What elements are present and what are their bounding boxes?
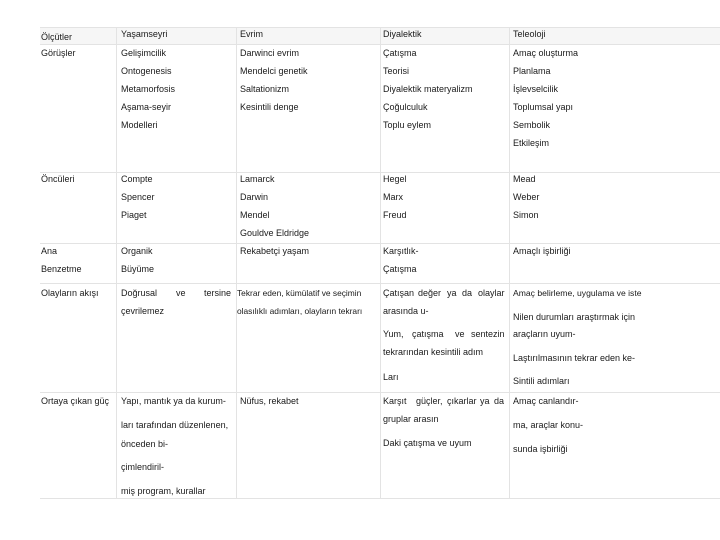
column-divider (116, 27, 117, 498)
row-label-emerging-force: Ortaya çıkan güç (41, 396, 110, 406)
cell-text: Sintili adımları (513, 376, 570, 386)
cell-text: Tekrar eden, kümülatif ve seçimin (237, 288, 362, 298)
row-label-metaphor-line2: Benzetme (41, 264, 82, 274)
cell-text: çevrilemez (121, 306, 165, 316)
cell-text: Darwinci evrim (240, 48, 300, 58)
cell-text: Spencer (121, 192, 155, 202)
cell-text: Kesintili denge (240, 102, 299, 112)
cell-word: Doğrusal (121, 288, 158, 298)
cell-word: ya (480, 396, 490, 406)
cell-text: Rekabetçi yaşam (240, 246, 310, 256)
cell-text: Ları (383, 372, 399, 382)
cell-text: ma, araçlar konu- (513, 420, 584, 430)
cell-text: Nüfus, rekabet (240, 396, 299, 406)
cell-word: çatışma (412, 329, 444, 339)
cell-text: Toplu eylem (383, 120, 432, 130)
header-cell-criteria: Ölçütler (41, 32, 73, 42)
cell-text: Teorisi (383, 66, 410, 76)
cell-text: Metamorfosis (121, 84, 176, 94)
cell-text: tekrarından kesintili adım (383, 347, 484, 357)
cell-text: gruplar arasın (383, 414, 439, 424)
cell-word: da (462, 288, 473, 298)
cell-word: da (494, 396, 505, 406)
cell-text: Freud (383, 210, 407, 220)
cell-text: Yapı, mantık ya da kurum- (121, 396, 226, 406)
cell-text: Amaçlı işbirliği (513, 246, 571, 256)
cell-text: Karşıtlık- (383, 246, 419, 256)
cell-text: Büyüme (121, 264, 155, 274)
cell-word: tersine (204, 288, 232, 298)
cell-word: ve (455, 329, 465, 339)
cell-text: Daki çatışma ve uyum (383, 438, 472, 448)
column-divider (509, 27, 510, 498)
cell-text: Nilen durumları araştırmak için (513, 312, 636, 322)
row-label-flow: Olayların akışı (41, 288, 99, 298)
cell-text: Darwin (240, 192, 269, 202)
cell-word: ya (447, 288, 457, 298)
cell-text: Saltationizm (240, 84, 290, 94)
row-label-metaphor-line1: Ana (41, 246, 58, 256)
cell-text: olasılıklı adımları, olayların tekrarı (237, 306, 363, 316)
cell-text: Mendelci genetik (240, 66, 308, 76)
row-label-pioneers: Öncüleri (41, 174, 75, 184)
cell-text: Diyalektik materyalizm (383, 84, 473, 94)
cell-text: Planlama (513, 66, 551, 76)
cell-text: Hegel (383, 174, 407, 184)
cell-text: Çoğulculuk (383, 102, 428, 112)
cell-text: Etkileşim (513, 138, 550, 148)
cell-text: Gouldve Eldridge (240, 228, 310, 238)
cell-text: çimlendiril- (121, 462, 165, 472)
cell-text: Çatışma (383, 264, 417, 274)
cell-text: Ontogenesis (121, 66, 172, 76)
cell-text: Sembolik (513, 120, 551, 130)
cell-word: Karşıt (383, 396, 407, 406)
cell-text: Compte (121, 174, 153, 184)
cell-text: Çatışma (383, 48, 417, 58)
cell-text: miş program, kurallar (121, 486, 206, 496)
cell-text: Marx (383, 192, 403, 202)
column-divider (380, 27, 381, 498)
cell-word: Çatışan (383, 288, 415, 298)
cell-text: İşlevselcilik (513, 84, 559, 94)
cell-text: Amaç oluşturma (513, 48, 579, 58)
cell-text: Organik (121, 246, 153, 256)
header-cell-evolution: Evrim (240, 29, 263, 39)
cell-word: ve (176, 288, 186, 298)
table-border-bottom (40, 498, 720, 499)
cell-text: Lamarck (240, 174, 275, 184)
cell-text: araçların uyum- (513, 329, 576, 339)
cell-text: Gelişimcilik (121, 48, 166, 58)
cell-text: Weber (513, 192, 540, 202)
cell-text: arasında u- (383, 306, 429, 316)
cell-text: Simon (513, 210, 539, 220)
row-label-views: Görüşler (41, 48, 76, 58)
cell-text: önceden bi- (121, 439, 169, 449)
cell-text: Mendel (240, 210, 270, 220)
cell-text: Aşama-seyir (121, 102, 172, 112)
header-cell-teleology: Teleoloji (513, 29, 546, 39)
header-cell-dialectic: Diyalektik (383, 29, 422, 39)
cell-word: değer (418, 288, 442, 298)
cell-text: Mead (513, 174, 536, 184)
cell-word: Yum, (383, 329, 404, 339)
column-divider (236, 27, 237, 498)
cell-text: Toplumsal yapı (513, 102, 574, 112)
cell-text: sunda işbirliği (513, 444, 568, 454)
cell-text: ları tarafından düzenlenen, (121, 420, 229, 430)
cell-word: güçler, (416, 396, 443, 406)
cell-word: olaylar (478, 288, 505, 298)
cell-word: çıkarlar (447, 396, 477, 406)
cell-text: Piaget (121, 210, 147, 220)
header-cell-lifecycle: Yaşamseyri (121, 29, 168, 39)
cell-text: Laştırılmasının tekrar eden ke- (513, 353, 636, 363)
cell-word: sentezin (471, 329, 505, 339)
cell-text: Modelleri (121, 120, 158, 130)
cell-text: Amaç canlandır- (513, 396, 579, 406)
cell-text: Amaç belirleme, uygulama ve iste (513, 288, 642, 298)
